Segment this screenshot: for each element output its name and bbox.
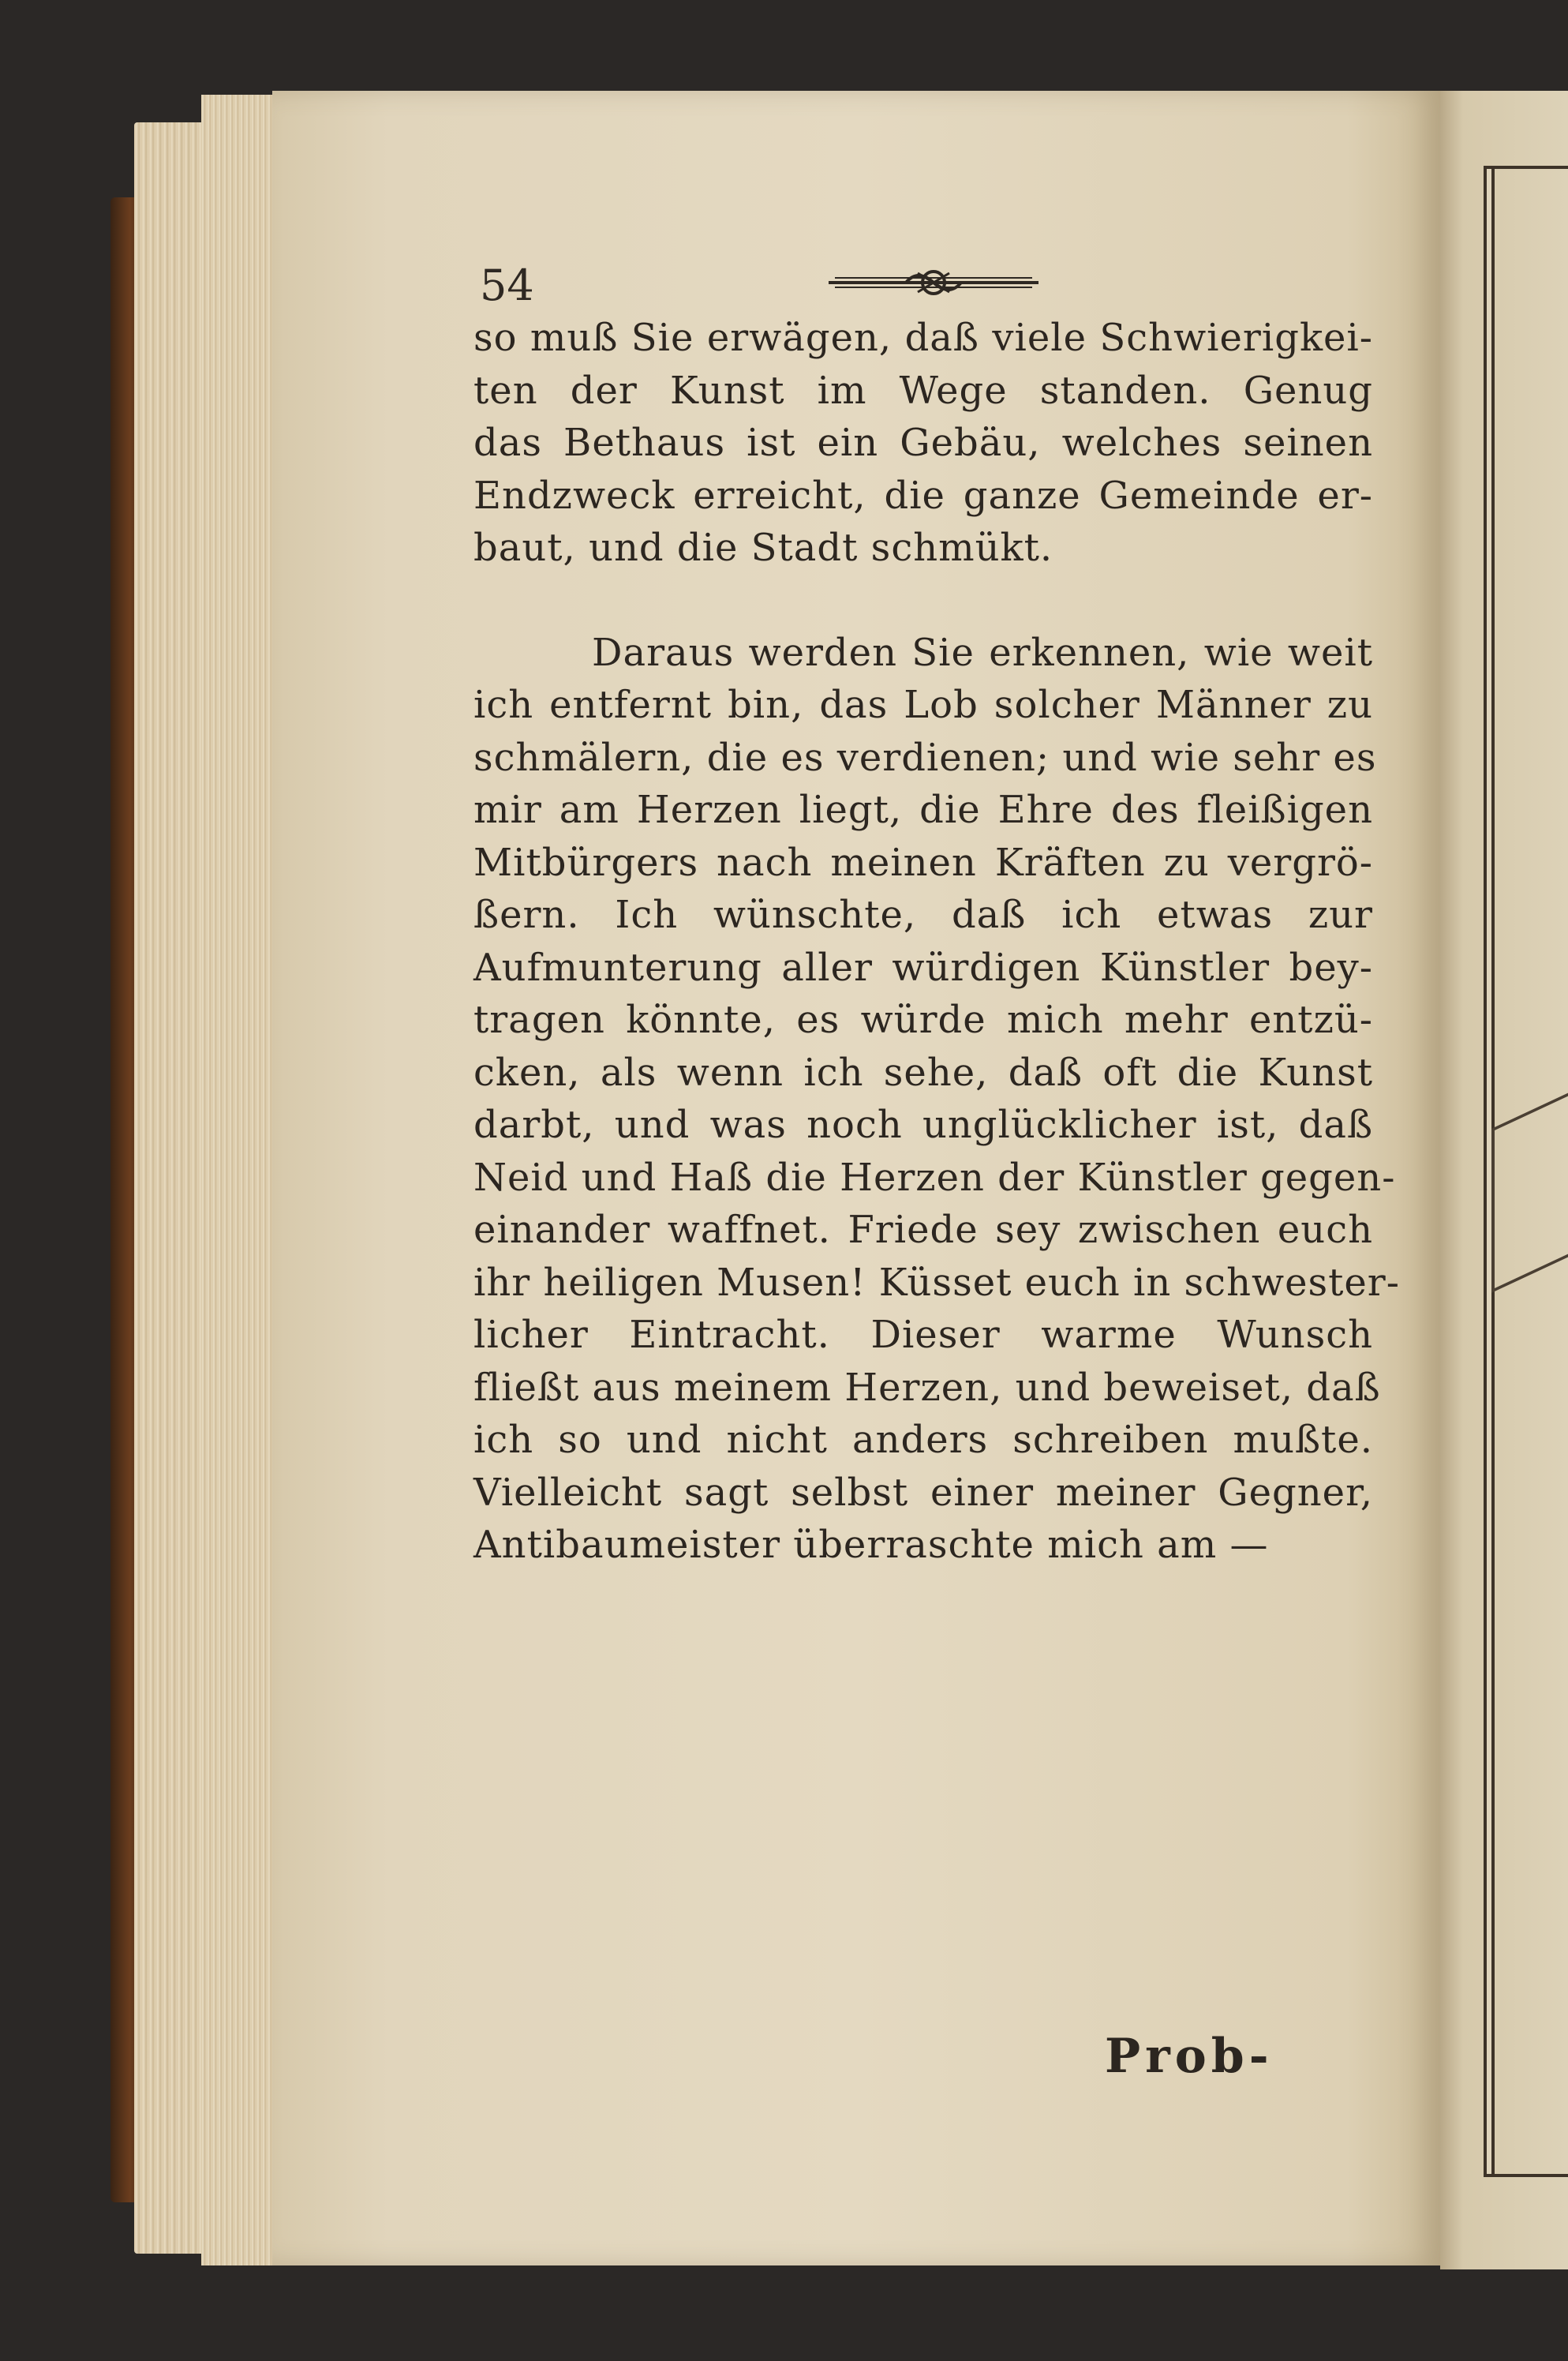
text-line: Daraus werden Sie erkennen, wie weit <box>592 630 1373 675</box>
text-line: so muß Sie erwägen, daß viele Schwierigkei- <box>473 316 1373 360</box>
text-line: licher Eintracht. Dieser warme Wunsch <box>473 1313 1373 1357</box>
paragraph-2 <box>473 627 1400 1572</box>
text-line: tragen könnte, es würde mich mehr entzü- <box>473 998 1373 1042</box>
text-line: ich so und nicht anders schreiben mußte. <box>473 1418 1373 1462</box>
text-line: baut, und die Stadt schmükt. <box>473 526 1053 570</box>
text-line: ich entfernt bin, das Lob solcher Männer zu <box>473 683 1373 727</box>
catchword: Prob- <box>1105 2029 1274 2084</box>
text-line: fließt aus meinem Herzen, und beweiset, daß <box>473 1365 1381 1410</box>
text-line: darbt, und was noch unglücklicher ist, daß <box>473 1103 1373 1147</box>
header-ornament-icon <box>827 267 1040 298</box>
text-line: ten der Kunst im Wege standen. Genug <box>473 368 1373 413</box>
text-line: ihr heiligen Musen! Küsset euch in schwester- <box>473 1260 1400 1305</box>
text-line: cken, als wenn ich sehe, daß oft die Kunst <box>473 1050 1373 1095</box>
text-line: mir am Herzen liegt, die Ehre des fleißigen <box>473 788 1373 832</box>
text-line: ßern. Ich wünschte, daß ich etwas zur <box>473 893 1373 937</box>
text-line: Mitbürgers nach meinen Kräften zu vergrö- <box>473 840 1373 885</box>
text-line: Endzweck erreicht, die ganze Gemeinde er- <box>473 473 1373 518</box>
text-line: Neid und Haß die Herzen der Künstler gegen- <box>473 1155 1396 1200</box>
text-line: Vielleicht sagt selbst einer meiner Gegner, <box>473 1470 1373 1515</box>
text-line: schmälern, die es verdienen; und wie sehr es <box>473 735 1377 780</box>
text-line: Antibaumeister überraschte mich am — <box>473 1523 1269 1567</box>
body-text <box>473 312 1400 1572</box>
page-number: 54 <box>480 260 534 310</box>
paragraph-1 <box>473 312 1373 575</box>
text-line: Aufmunterung aller würdigen Künstler bey- <box>473 945 1373 990</box>
text-line: einander waffnet. Friede sey zwischen euch <box>473 1208 1373 1252</box>
text-line: das Bethaus ist ein Gebäu, welches seinen <box>473 421 1373 465</box>
